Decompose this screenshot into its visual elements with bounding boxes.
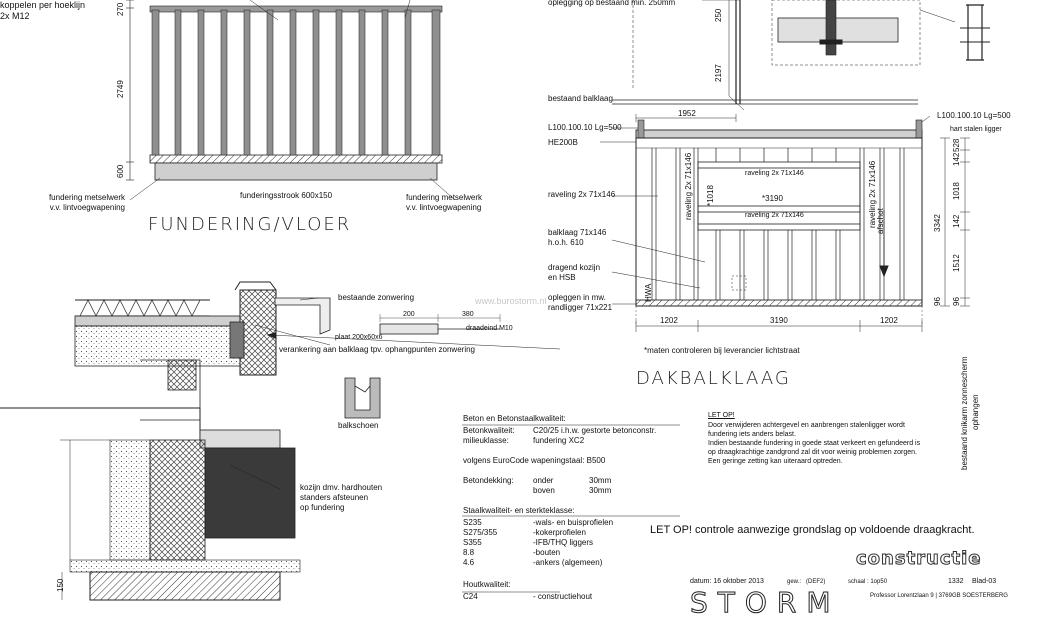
gew-label: gew.: bbox=[787, 579, 802, 585]
inner-raveling-mid: raveling 2x 71x146 bbox=[745, 212, 804, 219]
dim-142b: 142 bbox=[952, 214, 961, 228]
right-foundation-note bbox=[406, 193, 482, 213]
right-note-line2: ophangen bbox=[971, 394, 980, 430]
watermark: www.burostorm.nl bbox=[475, 296, 547, 306]
draadeind-label: draadeind M10 bbox=[466, 325, 513, 332]
staal-key-3: 8.8 bbox=[463, 548, 475, 557]
balkschoen-label: balkschoen bbox=[338, 421, 379, 430]
top-details bbox=[633, 0, 990, 104]
kozijn-note bbox=[300, 483, 382, 513]
letop-line-1: fundering iets anders belast. bbox=[708, 431, 796, 438]
balklaag-line: balklaag 71x146 bbox=[548, 228, 607, 237]
staal-val-3: -bouten bbox=[533, 548, 561, 557]
inner-1018: *1018 bbox=[706, 185, 715, 206]
verankering-label: verankering aan balklaag tpv. ophangpunten zonwering bbox=[279, 345, 475, 354]
betondekking-boven: boven bbox=[533, 486, 555, 495]
title-fundering: FUNDERING/VLOER bbox=[148, 214, 352, 235]
staal-val-0: -wals- en buisprofielen bbox=[533, 518, 614, 527]
dim-2749: 2749 bbox=[116, 80, 125, 98]
letop-line-3: op draagkrachtige zandgrond zal dit voor weinig problemen zorgen. bbox=[708, 449, 917, 456]
kozijn-line: kozijn dmv. hardhouten bbox=[300, 483, 383, 492]
betondekking-onder: onder bbox=[533, 476, 554, 485]
dim-1202-right: 1202 bbox=[880, 316, 898, 325]
dim-270: 270 bbox=[116, 2, 125, 16]
staal-key-4: 4.6 bbox=[463, 558, 475, 567]
opleggen-line: randligger 71x221 bbox=[548, 303, 613, 312]
betondekking-key: Betondekking: bbox=[463, 476, 514, 485]
koppelen-line: 2x M12 bbox=[0, 11, 30, 21]
left-foundation-note bbox=[45, 193, 125, 213]
letop-line-2: Indien bestaande fundering in goede staat verkeert en gefundeerd is bbox=[708, 440, 921, 447]
letop-line-4: Een geringe zetting kan uiteraard optreden. bbox=[708, 458, 843, 465]
spec-block bbox=[463, 414, 683, 600]
rav-vert-right: raveling 2x 71x146 bbox=[868, 160, 877, 228]
def-label: (DEF2) bbox=[806, 579, 826, 585]
milieuklasse-value: fundering XC2 bbox=[533, 436, 585, 445]
schaal-label: schaal : 1op50 bbox=[848, 579, 888, 585]
staal-key-1: S275/355 bbox=[463, 528, 498, 537]
kozijn-line: standers afsteunen bbox=[300, 493, 369, 502]
betondekking-onder-value: 30mm bbox=[589, 476, 612, 485]
plaat-label: plaat 200x60x6 bbox=[335, 334, 383, 341]
drawing-number: 1332 bbox=[948, 578, 964, 585]
constructie-label: constructie bbox=[856, 548, 982, 569]
dim-600: 600 bbox=[116, 164, 125, 178]
dim-96b: 96 bbox=[952, 297, 961, 306]
dim-96a: 96 bbox=[933, 297, 942, 306]
afschot-label: afschot bbox=[876, 208, 885, 234]
koppelen-line: koppelen per hoeklijn bbox=[0, 0, 86, 10]
title-dakbalklaag: DAKBALKLAAG bbox=[636, 368, 791, 389]
dim-3190: 3190 bbox=[770, 316, 788, 325]
note-line: v.v. lintvoegwapening bbox=[49, 203, 125, 212]
dragend-line: en HSB bbox=[548, 273, 576, 282]
right-note-line1: bestaand knikarm zonnescherm bbox=[960, 356, 969, 470]
staal-val-1: -kokerprofielen bbox=[533, 528, 586, 537]
dim-2197: 2197 bbox=[714, 64, 723, 82]
plate-dim-380: 380 bbox=[462, 311, 474, 318]
dim-1202-left: 1202 bbox=[660, 316, 678, 325]
balklaag-line: h.o.h. 610 bbox=[548, 238, 584, 247]
plate-dim-200: 200 bbox=[403, 311, 415, 318]
address-label: Professor Lorentzlaan 9 | 3769GB SOESTERBERG bbox=[870, 593, 1008, 599]
dim-150: 150 bbox=[56, 578, 65, 592]
rav-vert-left: raveling 2x 71x146 bbox=[684, 152, 693, 220]
bestaand-balklaag-label: bestaand balklaag bbox=[548, 94, 613, 103]
spec-key: Betonkwaliteit: bbox=[463, 426, 515, 435]
dim-250: 250 bbox=[714, 8, 723, 22]
kozijn-line: op fundering bbox=[300, 503, 345, 512]
hout-title: Houtkwaliteit: bbox=[463, 580, 511, 589]
staal-key-2: S355 bbox=[463, 538, 482, 547]
eurocode-line: volgens EuroCode wapeningstaal: B500 bbox=[463, 456, 606, 465]
staal-key-0: S235 bbox=[463, 518, 482, 527]
letop-title: LET OP! bbox=[708, 412, 735, 419]
letop-line-0: Door verwijderen achtergevel en aanbrengen stalenligger wordt bbox=[708, 422, 905, 429]
dim-1512: 1512 bbox=[952, 254, 961, 272]
inner-3190: *3190 bbox=[762, 194, 783, 203]
staal-val-4: -ankers (algemeen) bbox=[533, 558, 603, 567]
milieuklasse-key: milieuklasse: bbox=[463, 436, 509, 445]
betonkwaliteit-value: C20/25 i.h.w. gestorte betonconstr. bbox=[533, 426, 657, 435]
note-line: v.v. lintvoegwapening bbox=[406, 203, 482, 212]
dim-528: 528 bbox=[952, 138, 961, 152]
dragend-line: dragend kozijn bbox=[548, 263, 601, 272]
note-line: fundering metselwerk bbox=[406, 193, 483, 202]
hout-key: C24 bbox=[463, 592, 478, 601]
raveling-label: raveling 2x 71x146 bbox=[548, 190, 616, 199]
betonkwaliteit-row bbox=[463, 426, 515, 436]
dim-142: 142 bbox=[952, 152, 961, 166]
hwa-label: HWA bbox=[644, 283, 653, 302]
he200b-label: HE200B bbox=[548, 138, 578, 147]
roof-note: *maten controleren bij leverancier lichtstraat bbox=[644, 346, 800, 355]
angle-left-label: L100.100.10 Lg=500 bbox=[548, 123, 622, 132]
angle-right-label: L100.100.10 Lg=500 bbox=[937, 111, 1011, 120]
foundation-elevation bbox=[126, 0, 455, 200]
storm-logo: STORM bbox=[690, 586, 841, 619]
letop-big: LET OP! controle aanwezige grondslag op voldoende draagkracht. bbox=[650, 524, 975, 536]
datum-label: datum: 16 oktober 2013 bbox=[690, 578, 764, 585]
staal-val-2: -IFB/THQ liggers bbox=[533, 538, 594, 547]
inner-raveling-top: raveling 2x 71x146 bbox=[745, 170, 804, 177]
dragend-label bbox=[548, 263, 600, 283]
dim-1952: 1952 bbox=[678, 109, 696, 118]
blad-label: Blad-03 bbox=[972, 578, 997, 585]
strip-label: funderingsstrook 600x150 bbox=[240, 191, 333, 200]
oplegging-label: oplegging op bestaand min. 250mm bbox=[548, 0, 676, 7]
staal-title: Staalkwaliteit- en sterkteklasse: bbox=[463, 506, 575, 515]
hart-label: hart stalen ligger bbox=[950, 126, 1002, 133]
balklaag-label bbox=[548, 228, 606, 248]
note-line: fundering metselwerk bbox=[48, 193, 125, 202]
opleggen-line: opleggen in mw. bbox=[548, 293, 606, 302]
beton-title: Beton en Betonstaalkwaliteit: bbox=[463, 414, 566, 423]
opleggen-label bbox=[548, 293, 612, 313]
betondekking-boven-value: 30mm bbox=[589, 486, 612, 495]
zonwering-label: bestaande zonwering bbox=[338, 293, 415, 302]
hout-value: - constructiehout bbox=[533, 592, 593, 601]
dim-3342: 3342 bbox=[933, 214, 942, 232]
dim-1018: 1018 bbox=[952, 182, 961, 200]
